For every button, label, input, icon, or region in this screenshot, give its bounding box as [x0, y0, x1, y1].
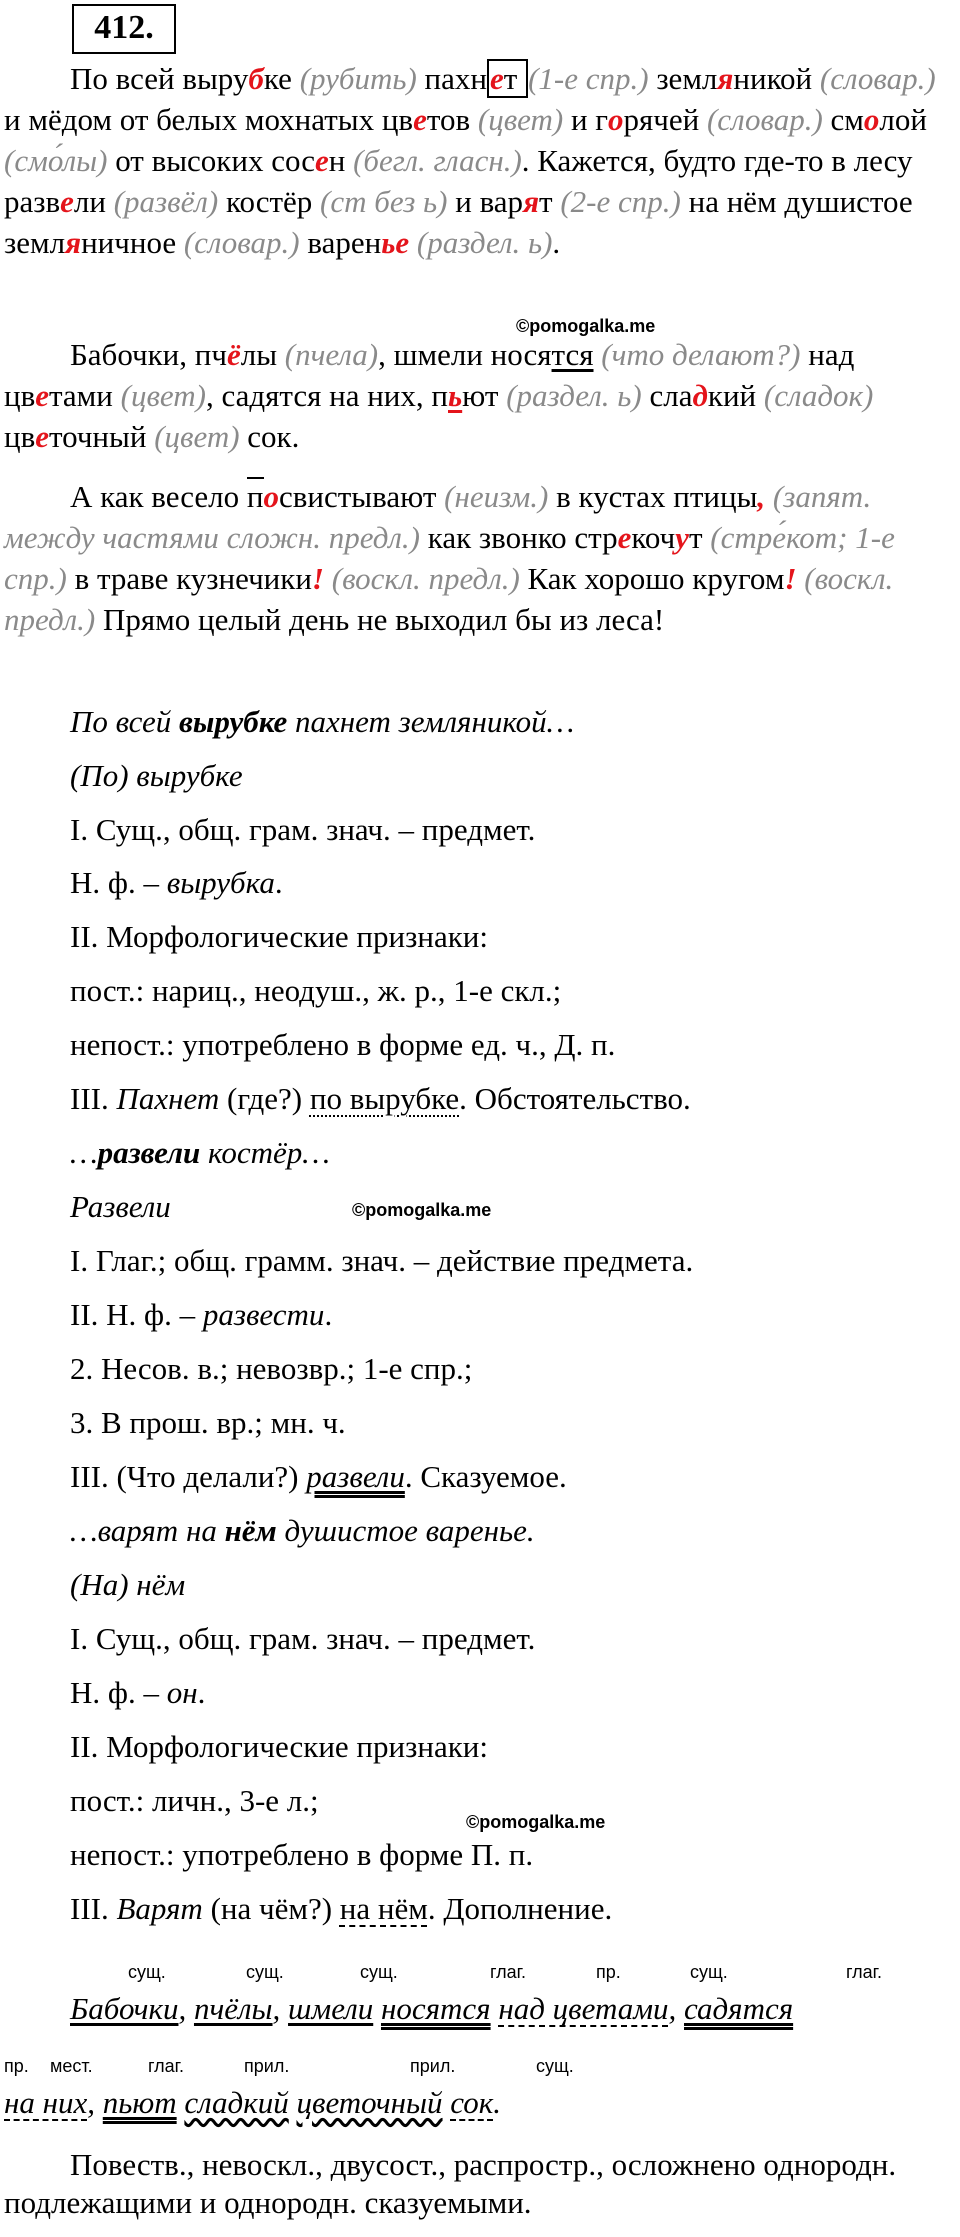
analysis-header-1: По всей вырубке пахнет земляникой… — [70, 704, 575, 739]
paragraph-2: Бабочки, пчёлы (пчела), шмели носятся (что делают?) над цветами (цвет), садятся на них, пьют (раздел. ь) сладкий (сладок) цветочный (цвет) сок. — [4, 337, 874, 454]
analysis-line: I. Сущ., общ. грам. знач. – предмет. — [70, 1621, 536, 1656]
pos-label: сущ. — [246, 1962, 284, 1982]
exercise-number: 412. — [72, 4, 176, 54]
analysis-line: III. (Что делали?) развели. Сказуемое. — [70, 1459, 567, 1494]
paragraph-1: По всей вырубке (рубить) пахнет (1-е спр.) земляникой (словар.) и мёдом от белых мохнатых цветов (цвет) и горячей (словар.) смолой (смо́лы) от высоких сосен (бегл. гласн.). Кажется, будто где-то в лесу развели (развёл) костёр (ст без ь) и варят (2-е спр.) на нём душистое земляничное (словар.) варенье (раздел. ь). — [4, 61, 936, 260]
analysis-line: непост.: употреблено в форме П. п. — [70, 1837, 534, 1872]
pos-label: сущ. — [128, 1962, 166, 1982]
watermark: ©pomogalka.me — [466, 1812, 606, 1832]
analysis-line: II. Морфологические признаки: — [70, 919, 488, 954]
analysis-line: непост.: употреблено в форме ед. ч., Д. п. — [70, 1027, 616, 1062]
analysis-line: Н. ф. – вырубка. — [70, 865, 283, 900]
pos-label: глаг. — [148, 2056, 185, 2076]
analysis-line: пост.: нариц., неодуш., ж. р., 1-е скл.; — [70, 973, 562, 1008]
watermark: ©pomogalka.me — [516, 316, 656, 336]
analysis-line: I. Глаг.; общ. грамм. знач. – действие предмета. — [70, 1243, 694, 1278]
pos-label: пр. — [596, 1962, 621, 1982]
pos-label: сущ. — [536, 2056, 574, 2076]
pos-label: глаг. — [490, 1962, 527, 1982]
parsed-sentence-1: Бабочки, пчёлы, шмели носятся над цветами, садятся — [70, 1991, 794, 2026]
analysis-header-2: …развели костёр… — [70, 1135, 330, 1170]
analysis-line: 3. В прош. вр.; мн. ч. — [70, 1405, 346, 1440]
pos-label: мест. — [50, 2056, 93, 2076]
pos-label: глаг. — [846, 1962, 883, 1982]
pos-label: сущ. — [690, 1962, 728, 1982]
pos-label: сущ. — [360, 1962, 398, 1982]
paragraph-3: А как весело посвистывают (неизм.) в кустах птицы, (запят. между частями сложн. предл.) как звонко стрекочут (стре́кот; 1-е спр.) в траве кузнечики! (воскл. предл.) Как хорошо кругом! (воскл. предл.) Прямо целый день не выходил бы из леса! — [4, 479, 895, 637]
analysis-word-3: (На) нём — [70, 1567, 186, 1602]
analysis-line: 2. Несов. в.; невозвр.; 1-е спр.; — [70, 1351, 473, 1386]
analysis-line: III. Пахнет (где?) по вырубке. Обстоятельство. — [70, 1081, 691, 1116]
analysis-line: II. Н. ф. – развести. — [70, 1297, 333, 1332]
analysis-line: I. Сущ., общ. грам. знач. – предмет. — [70, 812, 536, 847]
parsed-sentence-2: на них, пьют сладкий цветочный сок. — [4, 2085, 502, 2120]
watermark: ©pomogalka.me — [352, 1200, 492, 1220]
analysis-header-3: …варят на нём душистое варенье. — [70, 1513, 535, 1548]
pos-label: пр. — [4, 2056, 29, 2076]
analysis-word-2: Развели — [70, 1189, 171, 1224]
analysis-line: II. Морфологические признаки: — [70, 1729, 488, 1764]
pos-label: прил. — [244, 2056, 290, 2076]
analysis-line: Н. ф. – он. — [70, 1675, 206, 1710]
analysis-word-1: (По) вырубке — [70, 758, 243, 793]
analysis-line: III. Варят (на чём?) на нём. Дополнение. — [70, 1891, 613, 1926]
summary: Повеств., невоскл., двусост., распростр., осложнено однородн. подлежащими и однородн. сказуемыми. — [4, 2147, 897, 2220]
pos-label: прил. — [410, 2056, 456, 2076]
analysis-line: пост.: личн., 3-е л.; — [70, 1783, 319, 1818]
